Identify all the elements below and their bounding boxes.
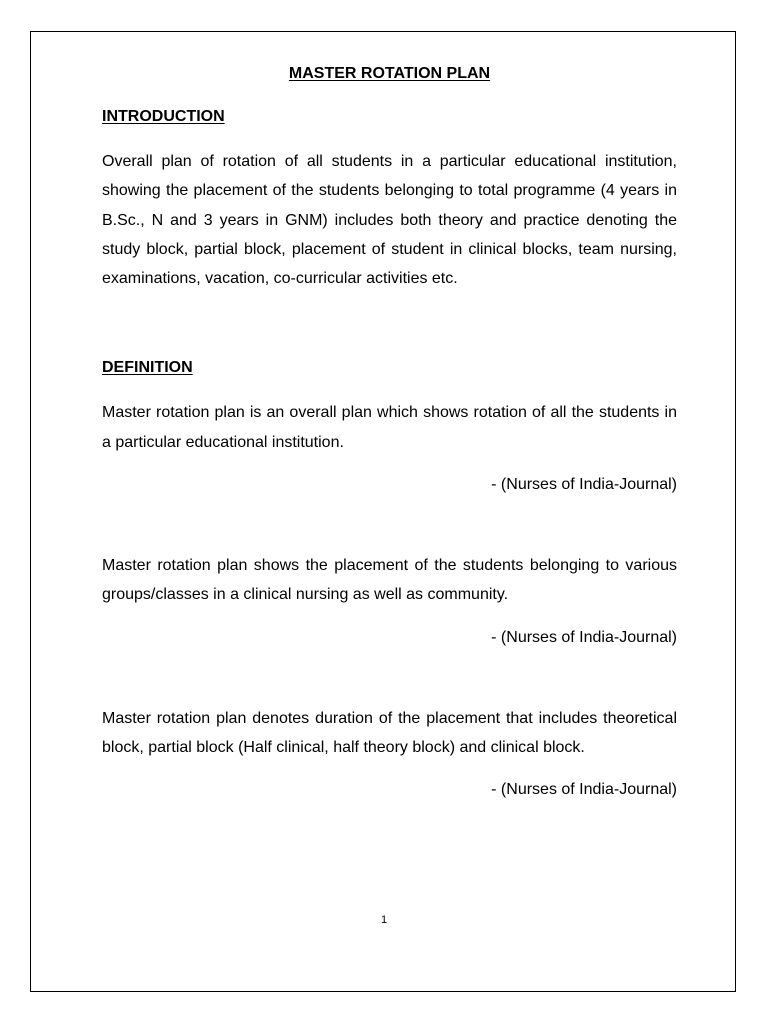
definition-paragraph-1: Master rotation plan is an overall plan which shows rotation of all the students in a particular educational institution. — [102, 404, 677, 451]
citation-1: - (Nurses of India-Journal) — [491, 476, 677, 494]
definition-paragraph-2: Master rotation plan shows the placement of the students belonging to various groups/classes in a clinical nursing as well as community. — [102, 557, 677, 604]
citation-2: - (Nurses of India-Journal) — [491, 628, 677, 646]
document-title: MASTER ROTATION PLAN — [288, 65, 491, 82]
document-body — [102, 63, 677, 802]
definition-paragraph-3: Master rotation plan denotes duration of the placement that includes theoretical block, partial block (Half clinical, half theory block) and clinical block. — [102, 709, 677, 756]
introduction-heading: INTRODUCTION — [102, 108, 225, 125]
definition-heading: DEFINITION — [102, 359, 193, 377]
introduction-paragraph: Overall plan of rotation of all students in a particular educational institution, showing the placement of the students belonging to total programme (4 years in B.Sc., N and 3 years in GNM) includes both theory and practice denoting the study block, partial block, placement of student in clinical blocks, team nursing, examinations, vacation, co-curricular activities etc. — [102, 153, 677, 288]
page-number: 1 — [380, 914, 388, 926]
citation-3: - (Nurses of India-Journal) — [491, 781, 677, 799]
